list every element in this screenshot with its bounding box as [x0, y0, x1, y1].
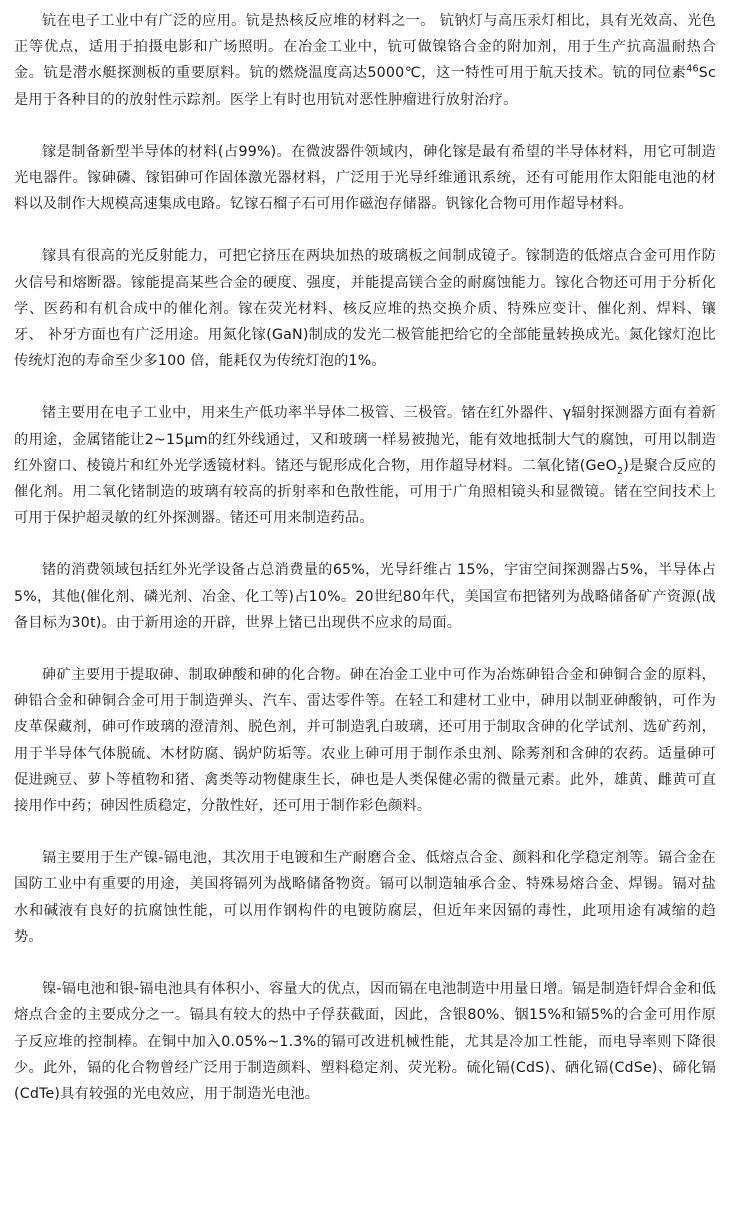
paragraph-cadmium-1: 镉主要用于生产镍-镉电池，其次用于电镀和生产耐磨合金、低熔点合金、颜料和化学稳定剂等。镉合金在国防工业中有重要的用途，美国将镉列为战略储备物资。镉可以制造轴承合金、特殊易熔合金、焊锡。镉对盐水和碱液有良好的抗腐蚀性能，可以用作钢构件的电镀防腐层，但近年来因镉的毒性，此项用途有减缩的趋势。: [14, 850, 716, 945]
paragraph-scandium-text-2: Sc 是用于各种目的的放射性示踪剂。医学上有时也用钪对恶性肿瘤进行放射治疗。: [14, 65, 716, 108]
formula-subscript: 2: [616, 465, 624, 477]
paragraph-scandium-text-1: 钪在电子工业中有广泛的应用。钪是热核反应堆的材料之一。 钪钠灯与高压汞灯相比，具有光效高、光色正等优点，适用于拍摄电影和广场照明。在冶金工业中，钪可做镍铬合金的附加剂，用于生产抗高温耐热合金。钪是潜水艇探测板的重要原料。钪的燃烧温度高达5000℃，这一特性可用于航天技术。钪的同位素: [14, 13, 716, 82]
isotope-superscript: 46: [686, 63, 699, 75]
paragraph-gallium-1: 镓是制备新型半导体的材料(占99%)。在微波器件领域内，砷化镓是最有希望的半导体材料，用它可制造光电器件。镓砷磷、镓铝砷可作固体激光器材料，广泛用于光导纤维通讯系统，还有可能用作太阳能电池的材料以及制作大规模高速集成电路。钇镓石榴子石可用作磁泡存储器。钒镓化合物可用作超导材料。: [14, 143, 716, 213]
document-body: [14, 8, 716, 1133]
paragraph-gallium-2: 镓具有很高的光反射能力，可把它挤压在两块加热的玻璃板之间制成镜子。镓制造的低熔点合金可用作防火信号和熔断器。镓能提高某些合金的硬度、强度，并能提高镁合金的耐腐蚀能力。镓化合物还可用于分析化学、医药和有机合成中的催化剂。镓在荧光材料、核反应堆的热交换介质、特殊应变计、催化剂、焊料、镶牙、 补牙方面也有广泛用途。用氮化镓(GaN)制成的发光二极管能把给它的全部能量转换成光。氮化镓灯泡比传统灯泡的寿命至少多100 倍，能耗仅为传统灯泡的1%。: [14, 248, 716, 370]
paragraph-arsenic: 砷矿主要用于提取砷、制取砷酸和砷的化合物。砷在冶金工业中可作为冶炼砷铅合金和砷铜合金的原料，砷铅合金和砷铜合金可用于制造弹头、汽车、雷达零件等。在轻工和建材工业中，砷用以制亚砷酸钠，可作为皮革保藏剂，砷可作玻璃的澄清剂、脱色剂，并可制造乳白玻璃，还可用于制取含砷的化学试剂、选矿药剂，用于半导体气体脱硫、木材防腐、锅炉防垢等。农业上砷可用于制作杀虫剂、除莠剂和含砷的农药。适量砷可促进豌豆、萝卜等植物和猪、禽类等动物健康生长，砷也是人类保健必需的微量元素。此外，雄黄、雌黄可直接用作中药；砷因性质稳定，分散性好，还可用于制作彩色颜料。: [14, 667, 716, 815]
paragraph-cadmium-2: 镍-镉电池和银-镉电池具有体积小、容量大的优点，因而镉在电池制造中用量日增。镉是制造钎焊合金和低熔点合金的主要成分之一。镉具有较大的热中子俘获截面，因此，含银80%、铟15%和镉5%的合金可用作原子反应堆的控制棒。在铜中加入0.05%~1.3%的镉可改进机械性能，尤其是冷加工性能，而电导率则下降很少。此外，镉的化合物曾经广泛用于制造颜料、塑料稳定剂、荧光粉。硫化镉(CdS)、硒化镉(CdSe)、碲化镉(CdTe)具有较强的光电效应，用于制造光电池。: [14, 981, 716, 1102]
paragraph-germanium-1: [14, 400, 716, 531]
paragraph-germanium-text-2: )是聚合反应的催化剂。用二氧化锗制造的玻璃有较高的折射率和色散性能，可用于广角照相镜头和显微镜。锗在空间技术上可用于保护超灵敏的红外探测器。锗还可用来制造药品。: [14, 457, 717, 527]
paragraph-germanium-text-1: 锗主要用在电子工业中，用来生产低功率半导体二极管、三极管。锗在红外器件、γ辐射探测器方面有着新的用途，金属锗能让2~15μm的红外线通过，又和玻璃一样易被抛光，能有效地抵制大气的腐蚀，可用以制造红外窗口、棱镜片和红外光学透镜材料。锗还与铌形成化合物，用作超导材料。二氧化锗(GeO: [14, 405, 716, 474]
paragraph-scandium: [14, 8, 716, 113]
paragraph-germanium-2: 锗的消费领域包括红外光学设备占总消费量的65%，光导纤维占 15%，宇宙空间探测器占5%，半导体占5%，其他(催化剂、磷光剂、冶金、化工等)占10%。20世纪80年代，美国宣布把锗列为战略储备矿产资源(战备目标为30t)。由于新用途的开辟，世界上锗已出现供不应求的局面。: [14, 562, 716, 631]
